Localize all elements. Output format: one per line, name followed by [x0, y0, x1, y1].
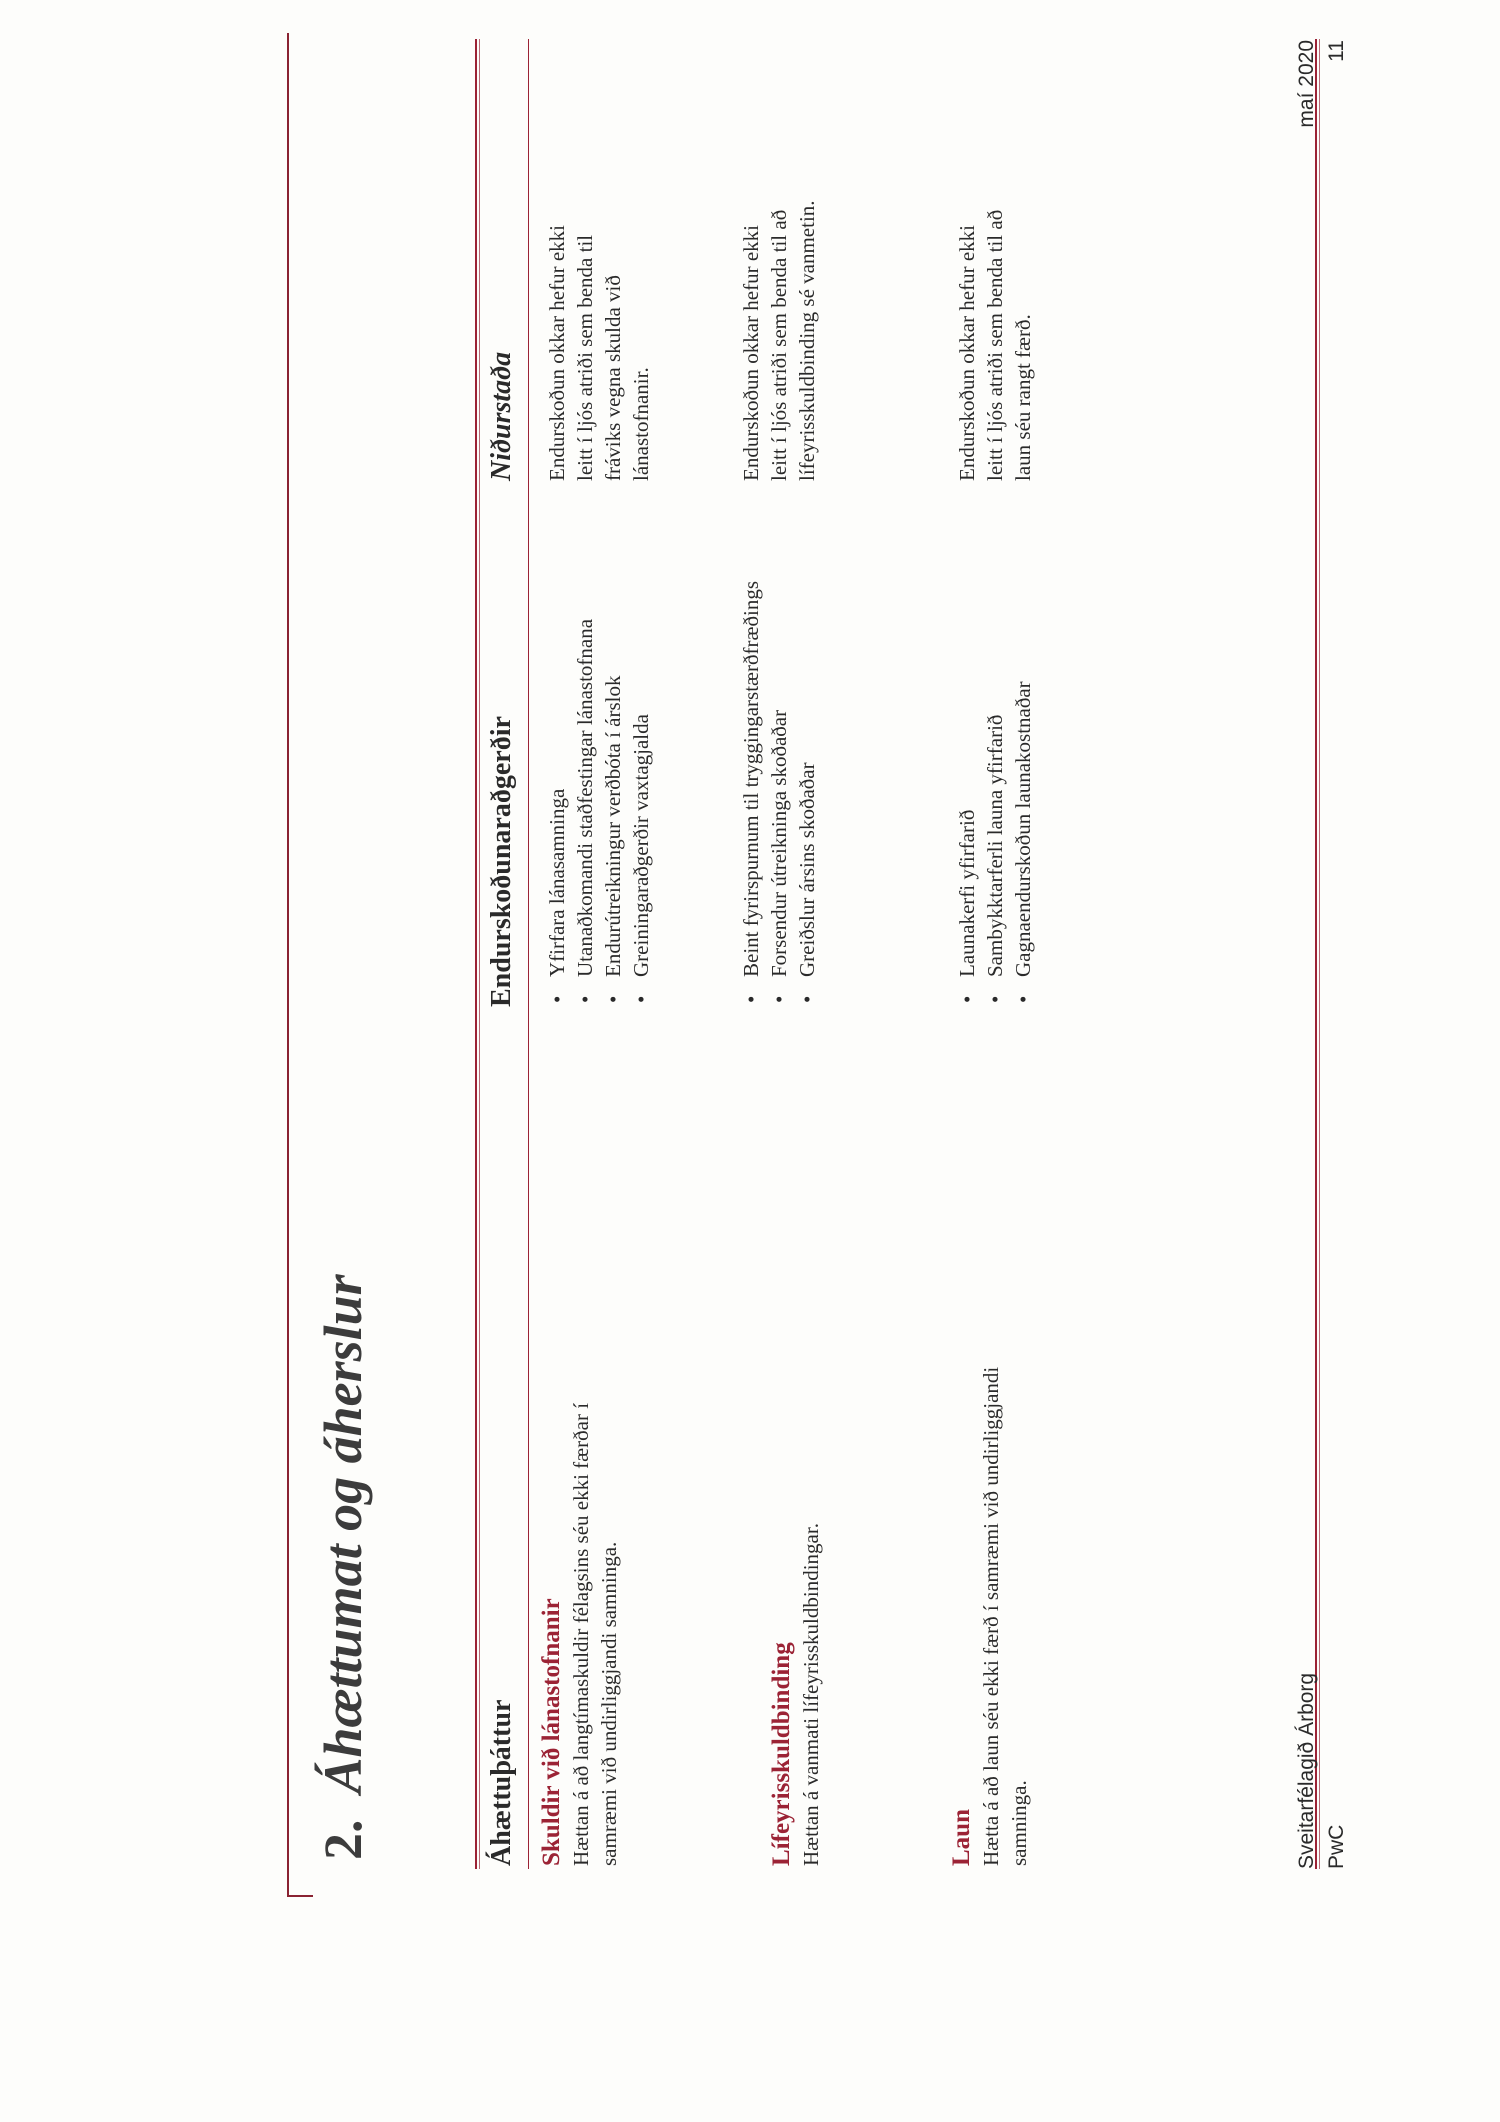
procedure-item: • Greiðslur ársins skoðaðar: [793, 527, 821, 1007]
conclusion-line: leitt í ljós atriði sem benda til: [573, 234, 597, 481]
conclusion-line: laun séu rangt færð.: [1011, 314, 1035, 481]
page-number: 11: [1325, 40, 1348, 62]
procedure-item: • Launakerfi yfirfarið: [953, 527, 981, 1007]
conclusion-cell: [953, 61, 1037, 481]
footer-right: [1292, 40, 1352, 128]
risk-description-line: samræmi við undirliggjandi samninga.: [597, 1541, 621, 1866]
risk-description-line: Hættan á vanmati lífeyrisskuldbindingar.: [799, 1523, 823, 1866]
conclusion-line: fráviks vegna skulda við: [601, 275, 625, 481]
header-risk: Áhættuþáttur: [486, 1699, 517, 1866]
procedure-list: [953, 527, 1037, 1007]
header-procedures: Endurskoðunaraðgerðir: [486, 716, 517, 1007]
conclusion-line: Endurskoðun okkar hefur ekki: [545, 224, 569, 481]
procedure-item: • Beint fyrirspurnum til tryggingarstærðfræðings: [737, 527, 765, 1007]
risk-cell: [537, 1086, 623, 1866]
section-title: Áhættumat og áherslur: [313, 1274, 373, 1794]
risk-title: Laun: [948, 1809, 975, 1866]
conclusion-line: leitt í ljós atriði sem benda til að: [983, 209, 1007, 481]
conclusion-line: lífeyrisskuldbinding sé vanmetin.: [795, 200, 819, 481]
procedures-cell: [953, 527, 1037, 1007]
section-bracket: [287, 33, 313, 1897]
footer-client: Sveitarfélagið Árborg: [1295, 1672, 1318, 1869]
risk-description-line: samninga.: [1007, 1780, 1031, 1866]
conclusion-line: lánastofnanir.: [629, 367, 653, 481]
procedure-item: • Gagnaendurskoðun launakostnaðar: [1009, 527, 1037, 1007]
procedures-cell: [543, 527, 655, 1007]
page-title: [312, 1274, 374, 1860]
procedure-item: • Yfirfara lánasamninga: [543, 527, 571, 1007]
procedures-cell: [737, 527, 821, 1007]
risk-title: Skuldir við lánastofnanir: [538, 1598, 565, 1866]
procedure-item: • Greiningaraðgerðir vaxtagjalda: [627, 527, 655, 1007]
procedure-item: • Utanaðkomandi staðfestingar lánastofnana: [571, 527, 599, 1007]
conclusion-cell: [737, 61, 821, 481]
conclusion-line: leitt í ljós atriði sem benda til að: [767, 209, 791, 481]
conclusion-cell: [543, 61, 655, 481]
section-number: 2.: [313, 1819, 373, 1860]
footer-firm: PwC: [1325, 1824, 1348, 1869]
table-bottom-rule: [1315, 39, 1320, 1869]
procedure-item: • Sambykktarferli launa yfirfarið: [981, 527, 1009, 1007]
footer-left: [1292, 1673, 1352, 1869]
procedure-list: [737, 527, 821, 1007]
risk-description-line: Hætta á að laun séu ekki færð í samræmi við undirliggjandi: [979, 1366, 1003, 1866]
header-conclusion: Niðurstaða: [486, 351, 517, 481]
risk-cell: [947, 1086, 1033, 1866]
table-row: [947, 39, 1107, 1869]
table-row: [537, 39, 767, 1869]
table-header-row: [480, 39, 529, 1869]
conclusion-line: Endurskoðun okkar hefur ekki: [739, 224, 763, 481]
procedure-item: • Endurútreikningur verðbóta í árslok: [599, 527, 627, 1007]
risk-cell: [767, 1086, 825, 1866]
risk-title: Lífeyrisskuldbinding: [768, 1642, 795, 1866]
risk-description-line: Hættan á að langtímaskuldir félagsins séu ekki færðar í: [569, 1402, 593, 1866]
conclusion-line: Endurskoðun okkar hefur ekki: [955, 224, 979, 481]
table-row: [739, 39, 947, 1869]
procedure-list: [543, 527, 655, 1007]
procedure-item: • Forsendur útreikninga skoðaðar: [765, 527, 793, 1007]
footer-date: maí 2020: [1295, 40, 1318, 128]
risk-table: [475, 39, 1107, 1869]
